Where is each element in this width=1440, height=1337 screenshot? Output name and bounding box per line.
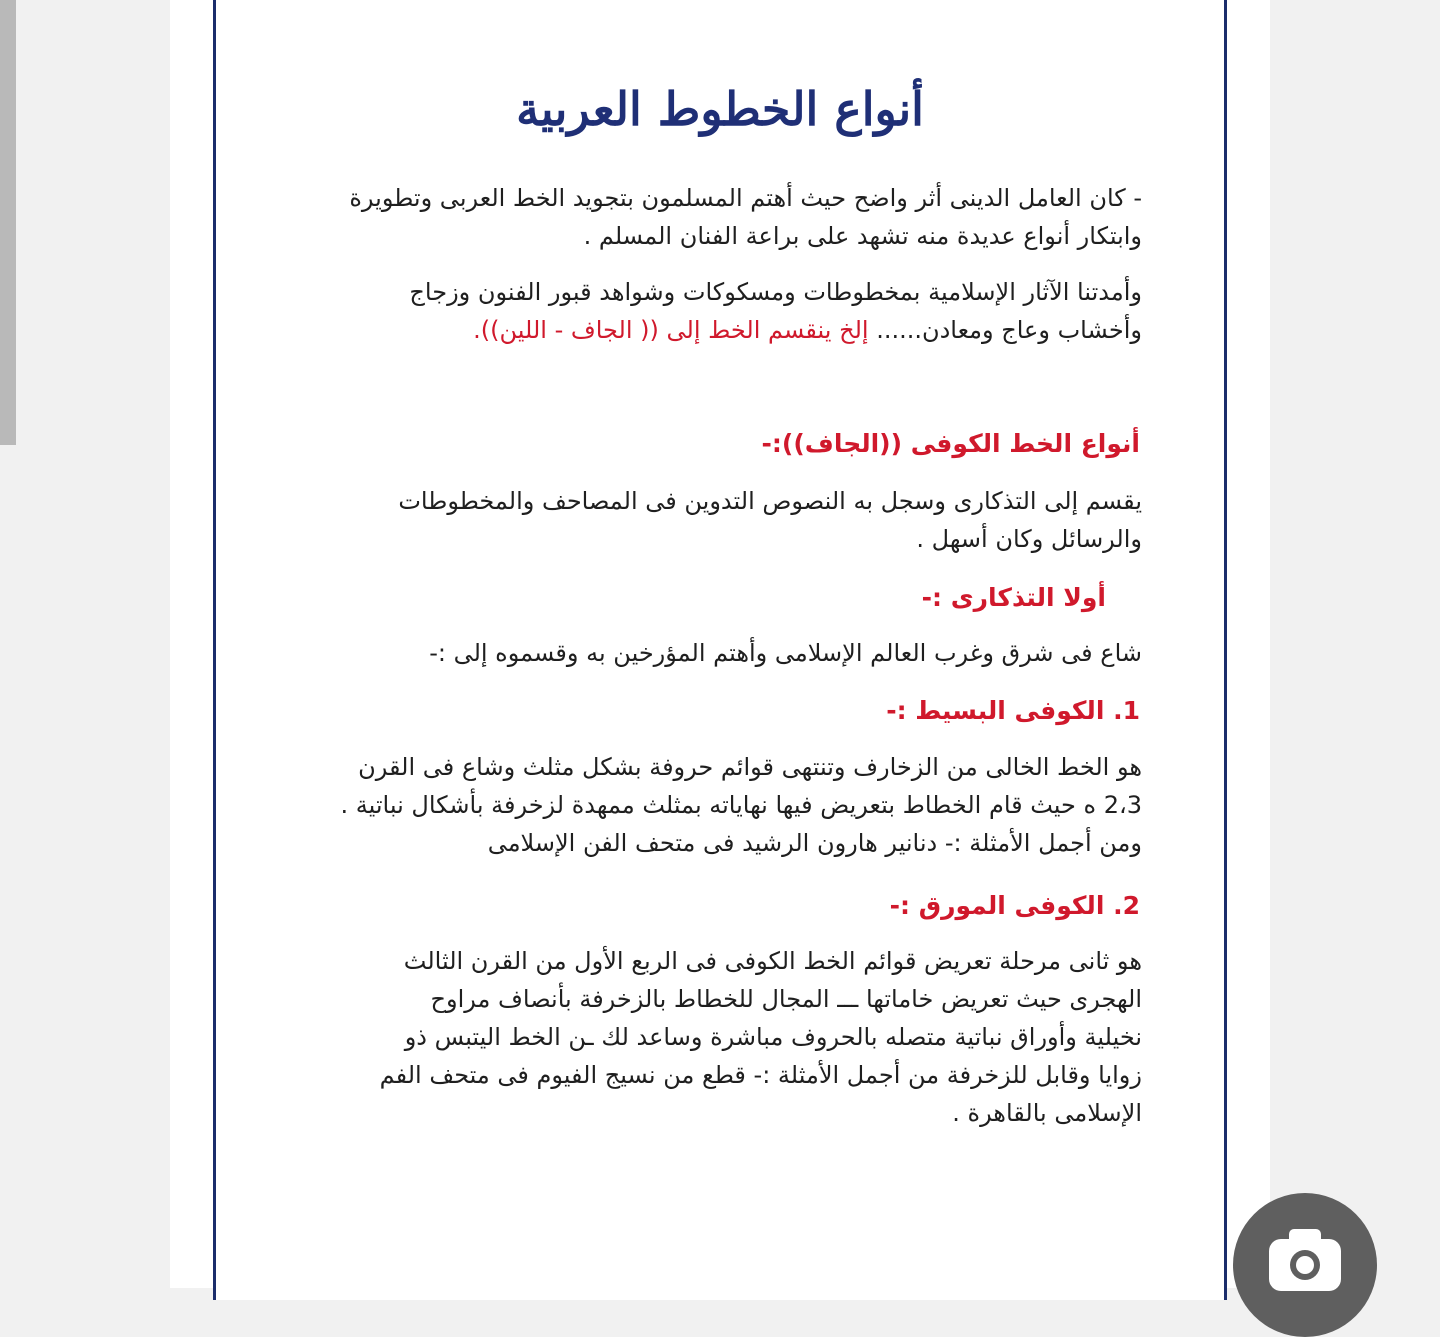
intro-paragraph-1	[349, 179, 1142, 255]
text-line: ومن أجمل الأمثلة :- دنانير هارون الرشيد فى متحف الفن الإسلامى	[487, 829, 1142, 857]
text-line: الهجرى حيث تعريض خاماتها ـــ المجال للخطاط بالزخرفة بأنصاف مراوح	[430, 985, 1142, 1013]
foliated-kufi-heading: 2. الكوفى المورق :-	[889, 891, 1140, 920]
text-line: 2،3 ه حيث قام الخطاط بتعريض فيها نهاياته بمثلث ممهدة لزخرفة بأشكال نباتية .	[340, 791, 1142, 819]
text-line: وابتكار أنواع عديدة منه تشهد على براعة الفنان المسلم .	[583, 222, 1142, 250]
text-line: الإسلامى بالقاهرة .	[952, 1099, 1142, 1127]
highlighted-text: إلخ ينقسم الخط إلى (( الجاف - اللين)).	[473, 316, 869, 344]
commemorative-paragraph	[429, 634, 1142, 672]
text-line	[409, 311, 1142, 349]
text-line: نخيلية وأوراق نباتية متصله بالحروف مباشرة وساعد لك ـن الخط اليتبس ذو	[404, 1023, 1142, 1051]
document-title: أنواع الخطوط العربية	[516, 82, 924, 136]
text-segment: وأخشاب وعاج ومعادن......	[868, 316, 1142, 344]
text-line: شاع فى شرق وغرب العالم الإسلامى وأهتم المؤرخين به وقسموه إلى :-	[429, 639, 1142, 667]
text-line: يقسم إلى التذكارى وسجل به النصوص التدوين فى المصاحف والمخطوطات	[398, 487, 1142, 515]
text-line: هو ثانى مرحلة تعريض قوائم الخط الكوفى فى الربع الأول من القرن الثالث	[403, 947, 1142, 975]
text-line: والرسائل وكان أسهل .	[916, 525, 1142, 553]
document-page	[213, 0, 1227, 1300]
text-line: - كان العامل الدينى أثر واضح حيث أهتم المسلمون بتجويد الخط العربى وتطويرة	[349, 184, 1142, 212]
first-commemorative-heading: أولا التذكارى :-	[921, 583, 1106, 612]
text-line: وأمدتنا الآثار الإسلامية بمخطوطات ومسكوكات وشواهد قبور الفنون وزجاج	[409, 278, 1142, 306]
intro-paragraph-2	[409, 273, 1142, 349]
kufi-types-heading: أنواع الخط الكوفى ((الجاف)):-	[761, 429, 1140, 458]
camera-search-button[interactable]	[1233, 1193, 1377, 1337]
scrollbar-track[interactable]	[0, 0, 16, 445]
kufi-paragraph	[398, 482, 1142, 558]
text-line: زوايا وقابل للزخرفة من أجمل الأمثلة :- قطع من نسيج الفيوم فى متحف الفم	[379, 1061, 1142, 1089]
simple-kufi-heading: 1. الكوفى البسيط :-	[886, 696, 1140, 725]
camera-icon	[1259, 1221, 1351, 1291]
foliated-kufi-paragraph	[380, 942, 1142, 1132]
simple-kufi-paragraph	[340, 748, 1142, 862]
text-line: هو الخط الخالى من الزخارف وتنتهى قوائم حروفة بشكل مثلث وشاع فى القرن	[358, 753, 1142, 781]
